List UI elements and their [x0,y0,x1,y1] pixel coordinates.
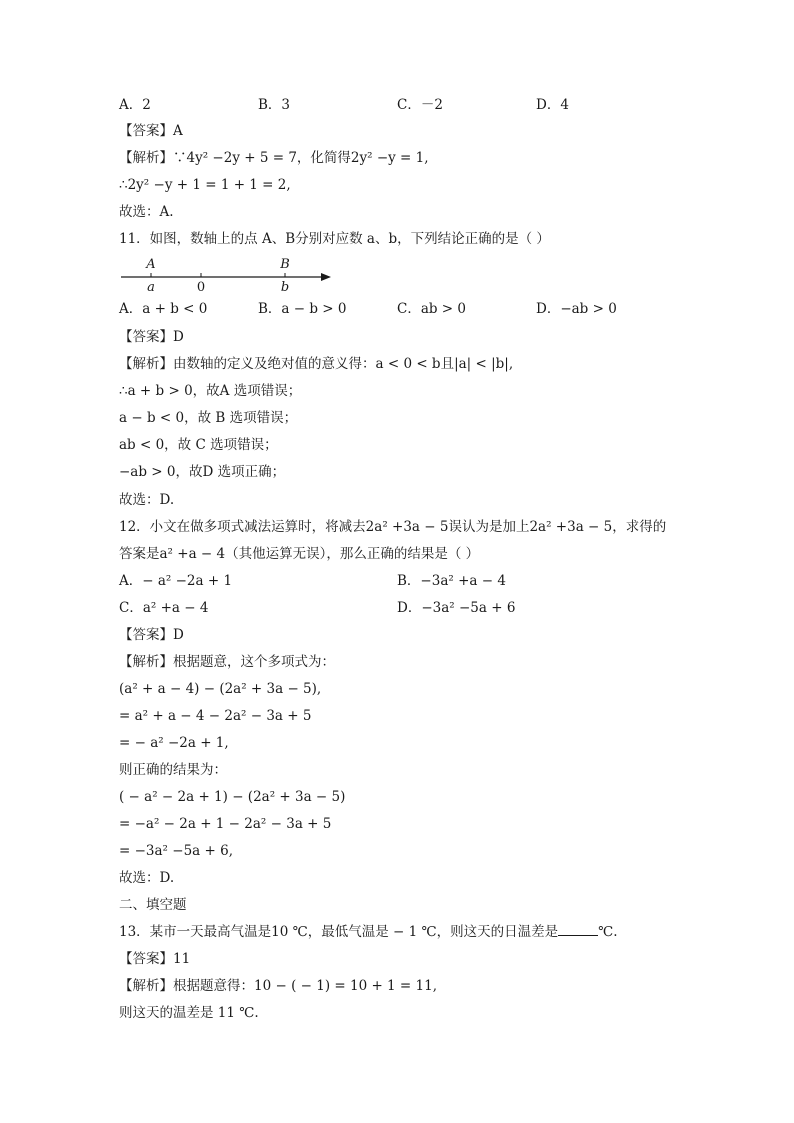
q12-answer: 【答案】D [119,627,184,643]
label-point-a: A [146,257,156,272]
q11-analysis-line: 【解析】由数轴的定义及绝对值的意义得：a < 0 < b且|a| < |b|, [119,356,514,372]
q12-option-b: B．−3a² +a − 4 [397,573,506,589]
q11-option-a: A．a + b < 0 [119,301,208,317]
q11-option-b: B．a − b > 0 [258,301,347,317]
label-value-b: b [280,280,290,294]
q12-stem-line: 答案是a² +a − 4（其他运算无误），那么正确的结果是（ ） [119,546,480,562]
q10-analysis-line: 【解析】∵4y² −2y + 5 = 7，化简得2y² −y = 1, [119,150,429,166]
q12-option-d: D．−3a² −5a + 6 [397,600,516,616]
q11-answer: 【答案】D [119,329,184,345]
q10-analysis-line: ∴2y² −y + 1 = 1 + 1 = 2, [119,177,291,193]
q12-analysis-line: (a² + a − 4) − (2a² + 3a − 5), [119,681,322,697]
q11-stem: 11．如图，数轴上的点 A、B分别对应数 a、b，下列结论正确的是（ ） [119,231,550,247]
q13-analysis-line: 【解析】根据题意得：10 − ( − 1) = 10 + 1 = 11, [119,978,438,994]
q11-analysis-line: 故选：D. [119,492,175,508]
section-heading-fill-in: 二、填空题 [119,897,187,913]
q11-analysis-line: ab < 0，故 C 选项错误； [119,437,278,453]
q11-option-d: D．−ab > 0 [536,301,617,317]
q12-analysis-line: = −a² − 2a + 1 − 2a² − 3a + 5 [119,816,332,832]
number-line-arrow [321,273,331,281]
q10-analysis-line: 故选：A. [119,204,174,220]
q11-analysis-line: −ab > 0，故D 选项正确； [119,464,286,480]
q12-option-a: A．− a² −2a + 1 [119,573,233,589]
q12-option-c: C．a² +a − 4 [119,600,209,616]
q12-analysis-line: ( − a² − 2a + 1) − (2a² + 3a − 5) [119,789,346,805]
q12-analysis-line: = − a² −2a + 1, [119,735,229,751]
q12-analysis-line: 【解析】根据题意，这个多项式为： [119,654,335,670]
q12-analysis-line: 则正确的结果为： [119,762,227,778]
q10-option-d: D．4 [536,97,569,113]
q13-analysis-line: 则这天的温差是 11 ℃. [119,1005,259,1021]
label-zero: 0 [196,280,206,294]
q11-analysis-line: ∴a + b > 0，故A 选项错误； [119,383,302,399]
q13-stem-text: 13．某市一天最高气温是10 ℃，最低气温是 − 1 ℃，则这天的日温差是 [119,924,559,940]
q12-stem-line: 12．小文在做多项式减法运算时，将减去2a² +3a − 5误认为是加上2a² +3a − 5，求得的 [119,519,667,535]
label-value-a: a [147,280,155,294]
q10-option-a: A．2 [119,97,151,113]
q11-option-c: C．ab > 0 [397,301,467,317]
label-point-b: B [280,257,290,272]
q13-stem-unit: ℃. [598,924,618,940]
q10-option-c: C．－2 [397,97,443,113]
q12-analysis-line: = a² + a − 4 − 2a² − 3a + 5 [119,708,312,724]
q12-analysis-line: 故选：D. [119,870,175,886]
q10-option-b: B．3 [258,97,291,113]
number-line-figure [115,254,340,294]
q13-answer: 【答案】11 [119,951,191,967]
q13-answer-blank [558,923,598,936]
q10-answer: 【答案】A [119,123,183,139]
q13-stem [119,922,618,942]
q12-analysis-line: = −3a² −5a + 6, [119,843,233,859]
q11-analysis-line: a − b < 0，故 B 选项错误； [119,410,298,426]
